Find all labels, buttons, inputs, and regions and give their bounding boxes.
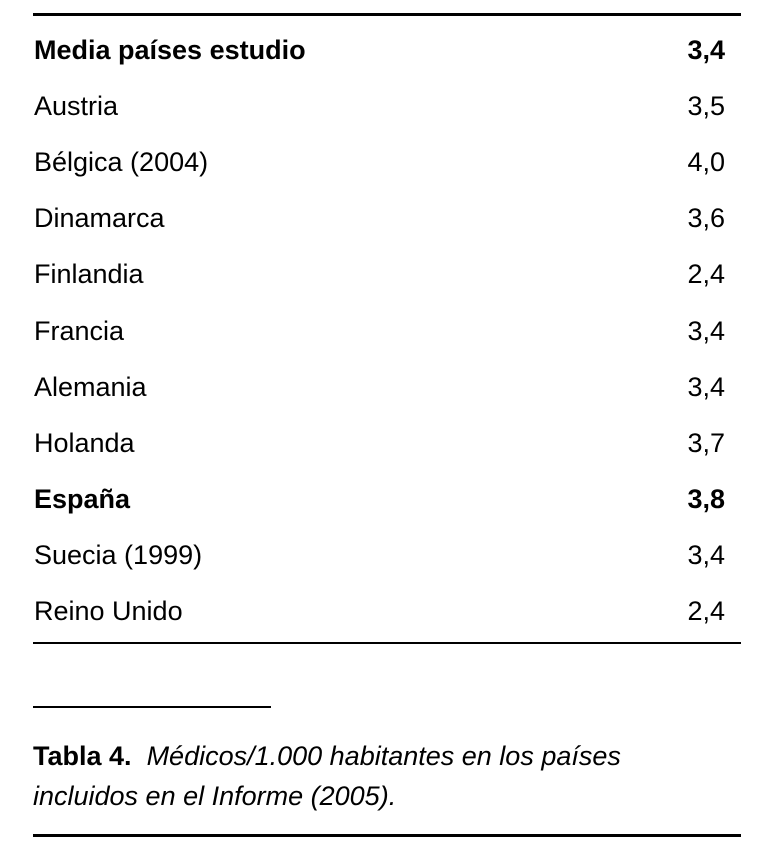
value-cell: 2,4 xyxy=(687,259,725,290)
country-cell: Holanda xyxy=(34,427,135,458)
value-cell: 3,4 xyxy=(687,540,725,571)
value-cell: 3,4 xyxy=(687,371,725,402)
physicians-table xyxy=(33,22,741,640)
country-cell: España xyxy=(34,484,131,515)
value-cell: 4,0 xyxy=(687,146,725,177)
caption-bottom-rule xyxy=(33,834,741,837)
country-cell: Dinamarca xyxy=(34,203,165,234)
table-bottom-rule xyxy=(33,642,741,644)
table-caption xyxy=(33,736,733,816)
table-row xyxy=(33,359,741,415)
table-body xyxy=(33,22,741,640)
table-row xyxy=(33,415,741,471)
table-top-rule xyxy=(33,13,741,16)
country-cell: Francia xyxy=(34,315,125,346)
country-cell: Bélgica (2004) xyxy=(34,146,209,177)
table-row xyxy=(33,584,741,640)
country-cell: Media países estudio xyxy=(34,34,306,65)
table-row xyxy=(33,134,741,190)
table-row xyxy=(33,22,741,78)
caption-separator-rule xyxy=(33,706,271,708)
country-cell: Reino Unido xyxy=(34,596,183,627)
value-cell: 3,7 xyxy=(687,427,725,458)
table-row xyxy=(33,78,741,134)
country-cell: Suecia (1999) xyxy=(34,540,203,571)
caption-text: Médicos/1.000 habitantes en los países incluidos en el Informe (2005). xyxy=(33,741,621,811)
country-cell: Austria xyxy=(34,90,119,121)
value-cell: 3,6 xyxy=(687,203,725,234)
caption-label: Tabla 4. xyxy=(33,741,132,771)
value-cell: 3,5 xyxy=(687,90,725,121)
table-row xyxy=(33,191,741,247)
value-cell: 2,4 xyxy=(687,596,725,627)
country-cell: Alemania xyxy=(34,371,147,402)
data-table-container xyxy=(33,13,741,644)
table-row xyxy=(33,472,741,528)
table-row xyxy=(33,303,741,359)
value-cell: 3,4 xyxy=(687,315,725,346)
country-cell: Finlandia xyxy=(34,259,144,290)
table-row xyxy=(33,247,741,303)
value-cell: 3,4 xyxy=(687,34,725,65)
value-cell: 3,8 xyxy=(687,484,725,515)
table-row xyxy=(33,528,741,584)
